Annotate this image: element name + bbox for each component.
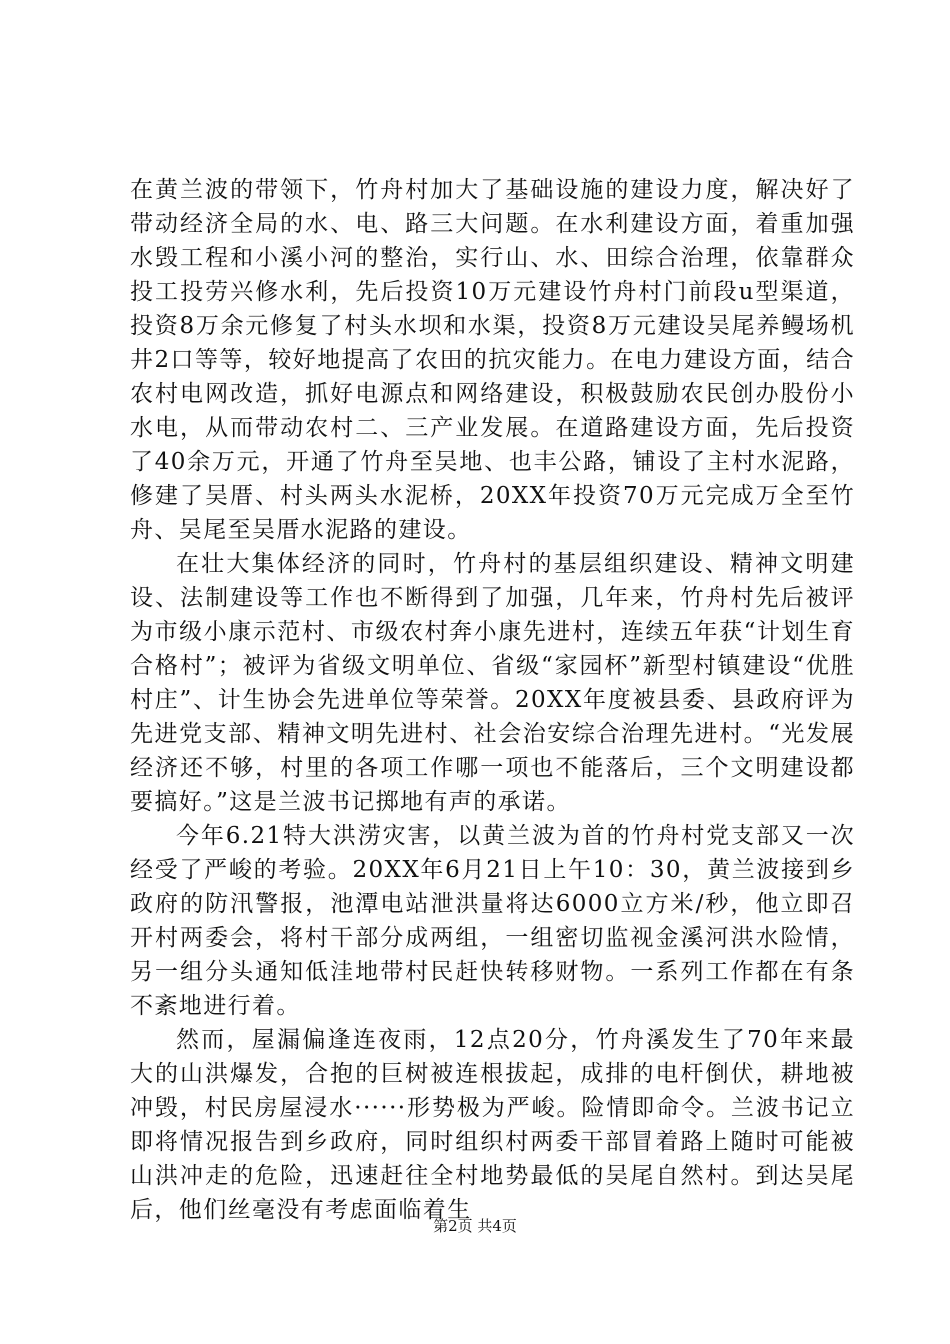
page-number-footer: 第2页 共4页	[433, 1217, 517, 1235]
paragraph-infrastructure: 在黄兰波的带领下，竹舟村加大了基础设施的建设力度，解决好了带动经济全局的水、电、路三大问题。在水利建设方面，着重加强水毁工程和小溪小河的整治，实行山、水、田综合治理，依靠群众投工投劳兴修水利，先后投资10万元建设竹舟村门前段u型渠道，投资8万余元修复了村头水坝和水渠，投资8万元建设吴尾养鳗场机井2口等等，较好地提高了农田的抗灾能力。在电力建设方面，结合农村电网改造，抓好电源点和网络建设，积极鼓励农民创办股份小水电，从而带动农村二、三产业发展。在道路建设方面，先后投资了40余万元，开通了竹舟至吴地、也丰公路，铺设了主村水泥路，修建了吴厝、村头两头水泥桥，20XX年投资70万元完成万全至竹舟、吴尾至吴厝水泥路的建设。	[130, 177, 855, 543]
paragraph-collective-economy: 在壮大集体经济的同时，竹舟村的基层组织建设、精神文明建设、法制建设等工作也不断得到了加强，几年来，竹舟村先后被评为市级小康示范村、市级农村奔小康先进村，连续五年获“计划生育合格村”；被评为省级文明单位、省级“家园杯”新型村镇建设“优胜村庄”、计生协会先进单位等荣誉。20XX年度被县委、县政府评为先进党支部、精神文明先进村、社会治安综合治理先进村。“光发展经济还不够，村里的各项工作哪一项也不能落后，三个文明建设都要搞好。”这是兰波书记掷地有声的承诺。	[130, 551, 855, 815]
paragraph-flash-flood: 然而，屋漏偏逢连夜雨，12点20分，竹舟溪发生了70年来最大的山洪爆发，合抱的巨树被连根拔起，成排的电杆倒伏，耕地被冲毁，村民房屋浸水······形势极为严峻。险情即命令。兰波书记立即将情况报告到乡政府，同时组织村两委干部冒着路上随时可能被山洪冲走的危险，迅速赶往全村地势最低的吴尾自然村。到达吴尾后，他们丝毫没有考虑面临着生	[130, 1027, 855, 1223]
body-text	[130, 173, 855, 1227]
paragraph-flood-warning: 今年6.21特大洪涝灾害，以黄兰波为首的竹舟村党支部又一次经受了严峻的考验。20XX年6月21日上午10：30，黄兰波接到乡政府的防汛警报，池潭电站泄洪量将达6000立方米/秒，他立即召开村两委会，将村干部分成两组，一组密切监视金溪河洪水险情，另一组分头通知低洼地带村民赶快转移财物。一系列工作都在有条不紊地进行着。	[130, 823, 855, 1019]
